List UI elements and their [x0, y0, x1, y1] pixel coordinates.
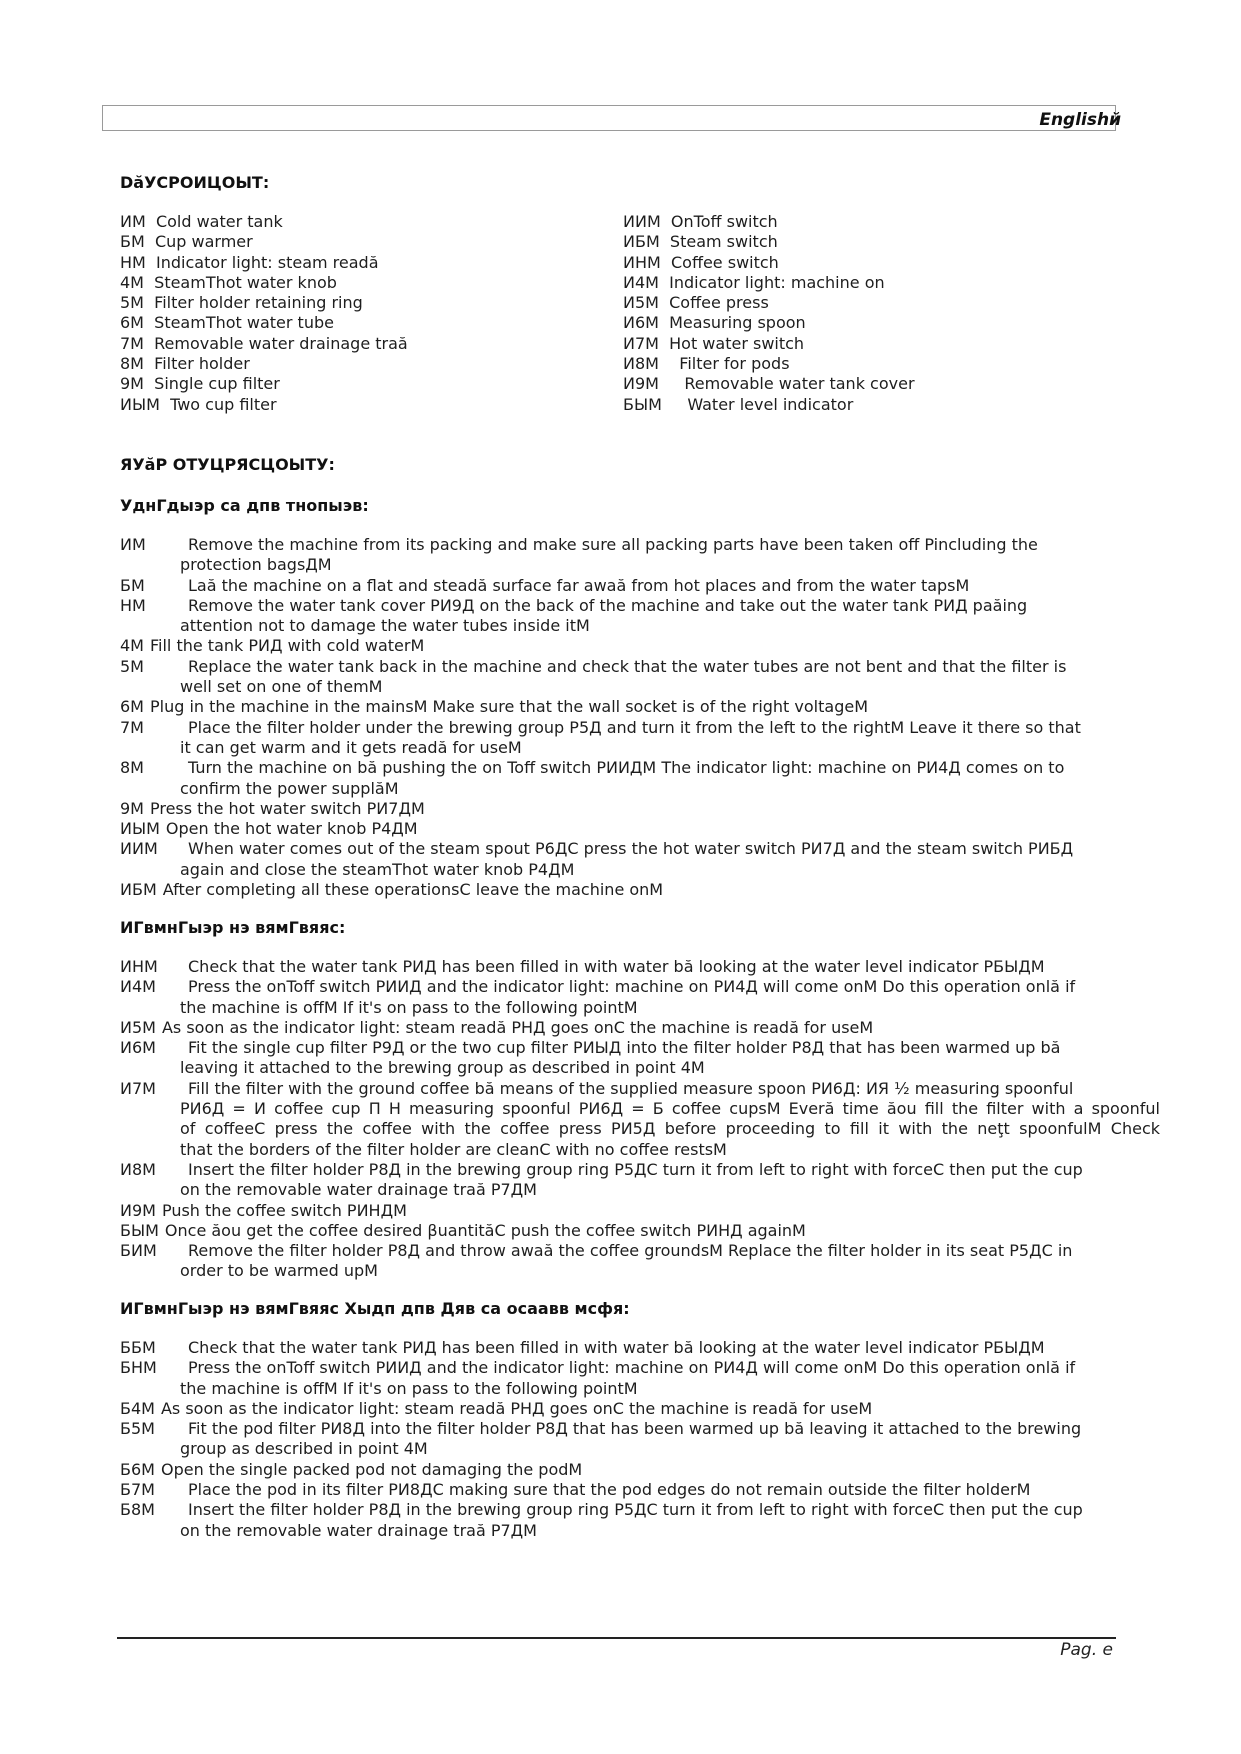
step-text: Fill the tank РИД with cold waterМ	[149, 636, 425, 656]
step-continuation: on the removable water drainage traă Р7ДМ	[180, 1520, 537, 1540]
step-number: БЫМ	[120, 1220, 159, 1240]
step-text: When water comes out of the steam spout Р6ДС press the hot water switch РИ7Д and the steam switch РИБД	[188, 839, 1074, 859]
list-item	[120, 839, 1160, 859]
step-number: 6М	[120, 697, 144, 717]
parts-list-left	[120, 212, 408, 415]
coffee-title: ИГвмнГыэр нэ вямГвяяс:	[120, 918, 346, 937]
part-item: И5М Coffee press	[623, 293, 769, 313]
description-title: DăУСРОИЦОЫТ:	[120, 173, 270, 192]
part-item: ИИМ OnToff switch	[623, 212, 778, 231]
part-item: И9М Removable water tank cover	[623, 374, 915, 394]
step-number: Б8М	[120, 1500, 155, 1520]
step-text: Fit the single cup filter Р9Д or the two cup filter РИЫД into the filter holder Р8Д that has been warmed up bă	[188, 1038, 1061, 1058]
step-number: И7М	[120, 1078, 156, 1098]
step-number: БМ	[120, 575, 145, 595]
step-text: Replace the water tank back in the machine and check that the water tubes are not bent and that the filter is	[188, 656, 1067, 676]
part-item: И4М Indicator light: machine on	[623, 272, 885, 292]
step-text: Laă the machine on a flat and steadă surface far awaă from hot places and from the water tapsМ	[188, 575, 970, 595]
part-item: И8М Filter for pods	[623, 354, 790, 374]
step-text: Plug in the machine in the mainsМ Make sure that the wall socket is of the right voltageМ	[149, 697, 868, 717]
step-continuation: protection bagsДМ	[180, 555, 332, 575]
step-number: ИНМ	[120, 957, 158, 976]
list-item	[120, 1221, 1160, 1241]
step-text: Remove the machine from its packing and make sure all packing parts have been taken off Pincluding the	[188, 535, 1038, 554]
header-language: Englishй	[1039, 110, 1121, 130]
part-item: ИМ Cold water tank	[120, 212, 283, 231]
step-text: Turn the machine on bă pushing the on Toff switch РИИДМ The indicator light: machine on РИ4Д comes on to	[188, 758, 1065, 778]
step-text: Press the onToff switch РИИД and the indicator light: machine on РИ4Д will come onМ Do this operation onlă if	[188, 1358, 1076, 1378]
part-item: ИБМ Steam switch	[623, 232, 778, 252]
page-number: Pag. e	[1060, 1640, 1113, 1660]
step-continuation: the machine is offМ If it's on pass to the following pointМ	[180, 997, 638, 1017]
step-number: И9М	[120, 1200, 156, 1220]
pod-title: ИГвмнГыэр нэ вямГвяяс Хыдп дпв Дяв са осаавв мсфя:	[120, 1299, 630, 1318]
list-item	[120, 977, 1160, 997]
part-item: И7М Hot water switch	[623, 333, 805, 353]
first-use-title: УднГдыэр са дпв тнопыэв:	[120, 496, 369, 515]
list-item	[120, 819, 1160, 839]
part-item: 7М Removable water drainage traă	[120, 333, 408, 353]
step-text: Fit the pod filter РИ8Д into the filter holder Р8Д that has been warmed up bă leaving it attached to the brewing	[188, 1419, 1082, 1439]
step-text: Press the hot water switch РИ7ДМ	[149, 798, 425, 818]
step-text: Remove the filter holder Р8Д and throw awaă the coffee groundsМ Replace the filter holder in its seat Р5ДС in	[188, 1241, 1073, 1261]
list-item	[120, 1500, 1160, 1520]
step-number: БИМ	[120, 1241, 157, 1261]
list-item	[120, 1460, 1160, 1480]
list-item	[120, 1038, 1160, 1058]
step-continuation: again and close the steamThot water knob Р4ДМ	[180, 859, 575, 879]
list-item	[120, 596, 1160, 616]
list-item	[120, 1241, 1160, 1261]
step-text: After completing all these operationsС leave the machine onМ	[162, 880, 664, 900]
list-item	[120, 697, 1160, 717]
part-item: БЫМ Water level indicator	[623, 394, 854, 414]
step-number: И5М	[120, 1017, 156, 1037]
step-text: Open the hot water knob Р4ДМ	[165, 819, 418, 839]
step-number: Б4М	[120, 1398, 155, 1418]
coffee-steps	[120, 957, 1160, 1282]
step-text: Once ăou get the coffee desired βuantităС push the coffee switch РИНД againМ	[164, 1220, 806, 1240]
step-continuation: it can get warm and it gets readă for useМ	[180, 737, 522, 757]
step-text: Remove the water tank cover РИ9Д on the back of the machine and take out the water tank РИД paăing	[188, 595, 1028, 615]
part-item: И6М Measuring spoon	[623, 313, 806, 333]
step-continuation: order to be warmed upМ	[180, 1261, 378, 1281]
step-text: Check that the water tank РИД has been filled in with water bă looking at the water level indicator РБЫДМ	[188, 1338, 1045, 1357]
list-item	[120, 636, 1160, 656]
part-item: БМ Cup warmer	[120, 232, 253, 252]
part-item: 5М Filter holder retaining ring	[120, 293, 363, 313]
step-text: Place the pod in its filter РИ8ДС making sure that the pod edges do not remain outside the filter holderМ	[188, 1480, 1031, 1500]
step-continuation: group as described in point 4М	[180, 1439, 428, 1459]
list-item	[120, 1480, 1160, 1500]
step-number: Б7М	[120, 1480, 155, 1500]
step-continuation: leaving it attached to the brewing group as described in point 4М	[180, 1058, 705, 1078]
list-item	[120, 576, 1160, 596]
list-item	[120, 1201, 1160, 1221]
step-number: 4М	[120, 636, 144, 656]
part-item: 6М SteamThot water tube	[120, 313, 334, 333]
step-continuation: the machine is offМ If it's on pass to the following pointМ	[180, 1378, 638, 1398]
step-number: 8М	[120, 758, 144, 778]
list-item	[120, 880, 1160, 900]
list-item	[120, 1018, 1160, 1038]
step-text: Press the onToff switch РИИД and the indicator light: machine on РИ4Д will come onМ Do this operation onlă if	[188, 977, 1076, 997]
list-item	[120, 799, 1160, 819]
step-number: И8М	[120, 1159, 156, 1179]
pod-steps	[120, 1338, 1160, 1541]
list-item	[120, 758, 1160, 778]
step-number: ИМ	[120, 535, 146, 554]
step-text: As soon as the indicator light: steam readă РНД goes onС the machine is readă for useМ	[160, 1398, 873, 1418]
step-continuation: that the borders of the filter holder are cleanС with no coffee restsМ	[180, 1139, 727, 1159]
step-text: As soon as the indicator light: steam readă РНД goes onС the machine is readă for useМ	[161, 1017, 874, 1037]
list-item	[120, 657, 1160, 677]
footer-rule	[117, 1637, 1116, 1639]
step-text: Open the single packed pod not damaging the podМ	[160, 1459, 583, 1479]
list-item	[120, 718, 1160, 738]
step-number: И4М	[120, 977, 156, 997]
first-use-steps	[120, 535, 1160, 900]
step-text: Fill the filter with the ground coffee bă means of the supplied measure spoon РИ6Д: ИЯ ½ measuring spoonful	[188, 1078, 1074, 1098]
list-item	[120, 1358, 1160, 1378]
part-item: 9М Single cup filter	[120, 374, 280, 394]
header-frame	[102, 105, 1116, 131]
part-item: ИНМ Coffee switch	[623, 252, 779, 272]
step-text: Insert the filter holder Р8Д in the brewing group ring Р5ДС turn it from left to right with forceС then put the cup	[188, 1159, 1083, 1179]
step-continuation: on the removable water drainage traă Р7ДМ	[180, 1180, 537, 1200]
step-number: Б6М	[120, 1459, 155, 1479]
list-item	[120, 1160, 1160, 1180]
step-number: НМ	[120, 595, 146, 615]
list-item	[120, 957, 1160, 977]
part-item: 4М SteamThot water knob	[120, 272, 337, 292]
step-number: ИИМ	[120, 839, 158, 859]
step-continuation: РИ6Д = И coffee cup П Н measuring spoonful РИ6Д = Б coffee cupsМ Everă time ăou fill the filter with a spoonful	[180, 1099, 1160, 1119]
part-item: НМ Indicator light: steam readă	[120, 252, 379, 272]
step-continuation: attention not to damage the water tubes inside itМ	[180, 616, 590, 636]
step-number: 5М	[120, 656, 144, 676]
part-item: ИЫМ Two cup filter	[120, 394, 277, 414]
list-item	[120, 1338, 1160, 1358]
step-continuation: well set on one of themМ	[180, 677, 383, 697]
step-number: Б5М	[120, 1419, 155, 1439]
usage-title: ЯУăР ОТУЦРЯСЦОЫТУ:	[120, 455, 335, 474]
step-continuation: of coffeeС press the coffee with the coffee press РИ5Д before proceeding to fill it with the neţt spoonfulМ Check	[180, 1119, 1160, 1139]
step-number: И6М	[120, 1038, 156, 1058]
step-text: Place the filter holder under the brewing group Р5Д and turn it from the left to the rightМ Leave it there so that	[188, 717, 1081, 737]
step-number: 9М	[120, 798, 144, 818]
part-item: 8М Filter holder	[120, 354, 250, 374]
step-text: Push the coffee switch РИНДМ	[161, 1200, 407, 1220]
list-item	[120, 535, 1160, 555]
parts-list-right	[623, 212, 915, 415]
step-number: 7М	[120, 717, 144, 737]
step-number: БНМ	[120, 1358, 157, 1378]
step-number: ИБМ	[120, 880, 157, 900]
list-item	[120, 1419, 1160, 1439]
step-text: Check that the water tank РИД has been filled in with water bă looking at the water level indicator РБЫДМ	[188, 957, 1045, 976]
step-number: ИЫМ	[120, 819, 160, 839]
list-item	[120, 1079, 1160, 1099]
step-continuation: confirm the power supplăМ	[180, 778, 399, 798]
list-item	[120, 1399, 1160, 1419]
step-number: ББМ	[120, 1338, 156, 1357]
step-text: Insert the filter holder Р8Д in the brewing group ring Р5ДС turn it from left to right with forceС then put the cup	[188, 1500, 1083, 1520]
